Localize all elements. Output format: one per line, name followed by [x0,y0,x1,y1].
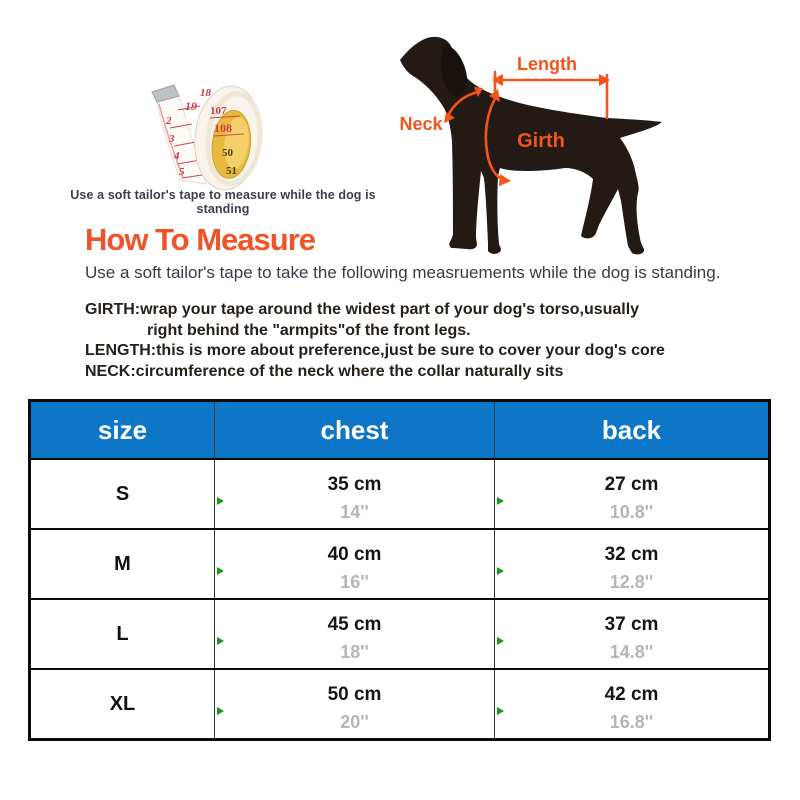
back-in: 12.8'' [609,572,654,592]
chest-cm: 50 cm [327,684,382,705]
girth-label: Girth [517,130,565,152]
cell-flag-icon [497,637,504,645]
girth-instruction-line2: right behind the "armpits"of the front legs. [147,321,471,339]
chest-in: 14'' [340,502,369,522]
tape-number: 51 [226,165,237,177]
length-arrowhead-left [492,74,503,86]
tape-number: 2 [166,115,172,127]
table-row [30,529,770,599]
size-label: L [116,622,129,645]
girth-instruction-line1: GIRTH:wrap your tape around the widest part of your dog's torso,usually [85,301,640,318]
length-arrowhead-right [599,74,610,86]
table-row [30,669,770,740]
size-label: S [115,482,130,505]
cell-flag-icon [217,637,224,645]
measure-instructions [85,300,745,382]
cell-flag-icon [497,567,504,575]
cell-flag-icon [217,497,224,505]
tape-number: 4 [174,150,180,162]
tape-caption: Use a soft tailor's tape to measure while the dog is standing [70,188,376,216]
table-row [30,599,770,669]
back-in: 10.8'' [609,502,654,522]
page-title: How To Measure [85,222,316,257]
neck-label: Neck [399,114,443,134]
chest-in: 20'' [340,712,369,732]
chest-in: 16'' [340,572,369,592]
header-chest: chest [215,401,495,460]
girth-arrowhead-bottom [499,174,511,186]
back-cm: 42 cm [604,684,659,705]
cell-flag-icon [217,707,224,715]
cell-flag-icon [497,497,504,505]
neck-instruction: NECK:circumference of the neck where the collar naturally sits [85,362,564,380]
cell-flag-icon [497,707,504,715]
size-table [28,399,771,741]
chest-cm: 40 cm [327,544,382,565]
back-in: 16.8'' [609,712,654,732]
back-cm: 37 cm [604,614,659,635]
tape-measure-icon [148,80,273,194]
tape-number: 107 [210,105,227,117]
header-back: back [495,401,770,460]
tape-number: 18 [200,87,211,99]
table-header-row [30,401,770,460]
length-instruction: LENGTH:this is more about preference,just be sure to cover your dog's core [85,342,665,359]
dog-silhouette-icon [385,20,715,270]
header-size: size [30,401,215,460]
tape-number: 19 [185,99,197,113]
back-in: 14.8'' [609,642,654,662]
tape-number: 50 [222,147,233,159]
tape-number: 3 [169,133,175,145]
tape-number: 5 [179,166,185,178]
tape-measure-illustration [148,80,273,194]
back-cm: 27 cm [604,474,659,495]
back-cm: 32 cm [604,544,659,565]
table-row [30,459,770,529]
size-label: M [114,552,131,575]
dog-measurement-diagram [385,20,715,270]
tape-number: 108 [214,121,232,135]
size-label: XL [109,692,136,715]
length-label: Length [517,54,577,74]
chest-in: 18'' [340,642,369,662]
intro-text: Use a soft tailor's tape to take the following measruements while the dog is standing. [85,263,721,282]
cell-flag-icon [217,567,224,575]
chest-cm: 45 cm [327,614,382,635]
chest-cm: 35 cm [327,474,382,495]
